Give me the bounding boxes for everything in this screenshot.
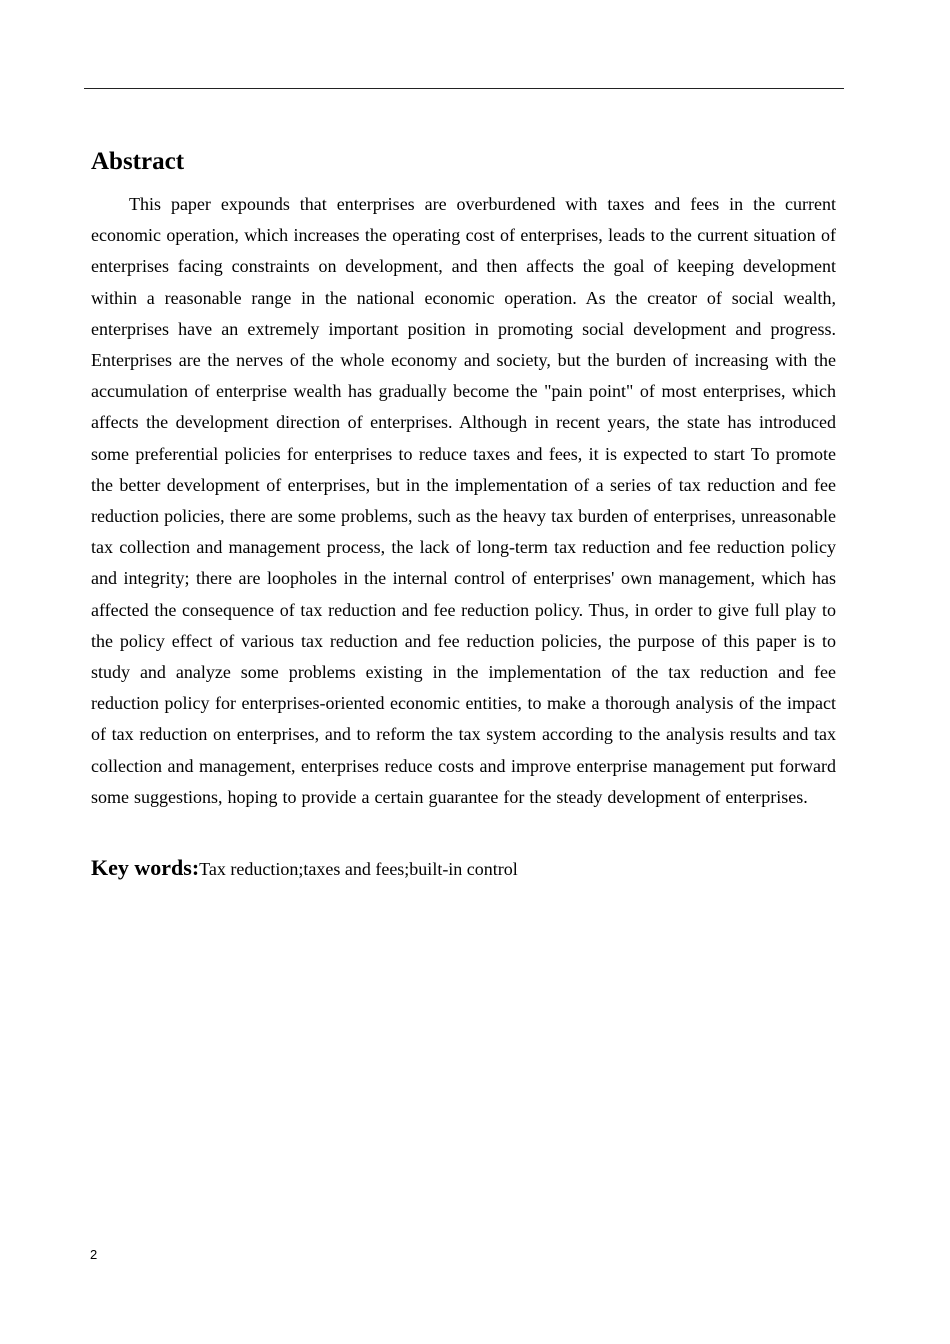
- keywords-value: Tax reduction;taxes and fees;built-in control: [199, 859, 518, 880]
- abstract-body: This paper expounds that enterprises are overburdened with taxes and fees in the current economic operation, which increases the operating cost of enterprises, leads to the current situation of enterprises facing constraints on development, and then affects the goal of keeping development within a reasonable range in the national economic operation. As the creator of social wealth, enterprises have an extremely important position in promoting social development and progress. Enterprises are the nerves of the whole economy and society, but the burden of increasing with the accumulation of enterprise wealth has gradually become the "pain point" of most enterprises, which affects the development direction of enterprises. Although in recent years, the state has introduced some preferential policies for enterprises to reduce taxes and fees, it is expected to start To promote the better development of enterprises, but in the implementation of a series of tax reduction and fee reduction policies, there are some problems, such as the heavy tax burden of enterprises, unreasonable tax collection and management process, the lack of long-term tax reduction and fee reduction policy and integrity; there are loopholes in the internal control of enterprises' own management, which has affected the consequence of tax reduction and fee reduction policy. Thus, in order to give full play to the policy effect of various tax reduction and fee reduction policies, the purpose of this paper is to study and analyze some problems existing in the implementation of the tax reduction and fee reduction policy for enterprises-oriented economic entities, to make a thorough analysis of the impact of tax reduction on enterprises, and to reform the tax system according to the analysis results and tax collection and management, enterprises reduce costs and improve enterprise management put forward some suggestions, hoping to provide a certain guarantee for the steady development of enterprises.: [91, 194, 836, 807]
- keywords-label: Key words:: [91, 855, 200, 881]
- abstract-heading: Abstract: [91, 148, 185, 175]
- abstract-section: [91, 146, 836, 885]
- header-rule: [84, 88, 844, 89]
- page-number: 2: [90, 1247, 98, 1262]
- keywords-line: [91, 852, 836, 885]
